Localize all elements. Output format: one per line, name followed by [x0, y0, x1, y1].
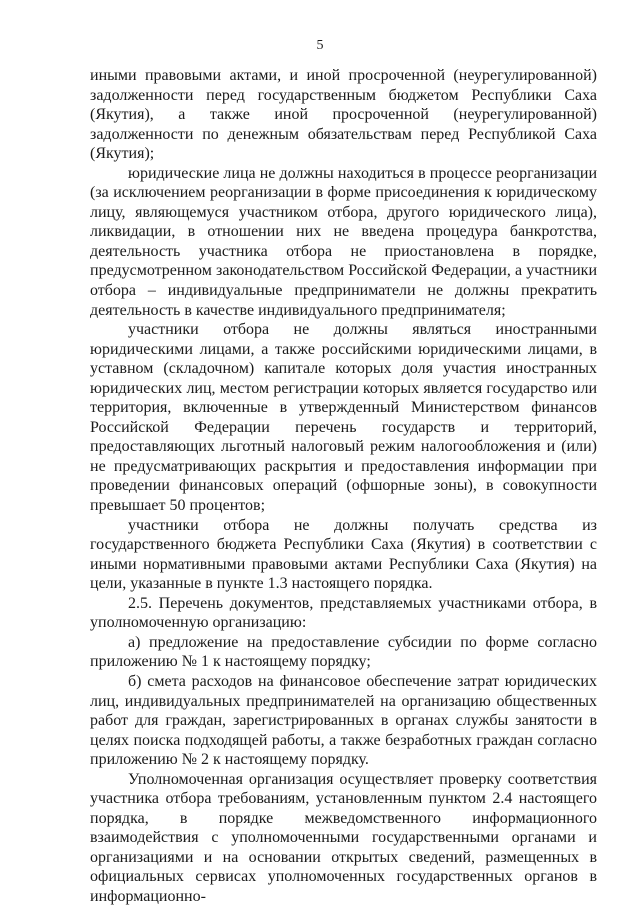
page-number: 5	[316, 38, 324, 53]
document-body	[90, 66, 597, 907]
paragraph-budget-funds: участники отбора не должны получать средства из государственного бюджета Республики Саха (Якутия) в соответствии с иными нормативными правовыми актами Республики Саха (Якутия) на цели, указанные в пункте 1.3 настоящего порядка.	[90, 516, 597, 593]
paragraph-documents-list: 2.5. Перечень документов, представляемых участниками отбора, в уполномоченную организацию:	[90, 594, 597, 632]
paragraph-verification: Уполномоченная организация осуществляет проверку соответствия участника отбора требованиям, установленным пунктом 2.4 настоящего порядка, в порядке межведомственного информационного взаимодействия с уполномоченными государственными органами и организациями и на основании открытых сведений, размещенных в официальных сервисах уполномоченных государственных органов в информационно-	[90, 770, 597, 905]
paragraph-item-b: б) смета расходов на финансовое обеспечение затрат юридических лиц, индивидуальных предпринимателей на организацию общественных работ для граждан, зарегистрированных в органах службы занятости в целях поиска подходящей работы, а также безработных граждан согласно приложению № 2 к настоящему порядку.	[90, 672, 597, 769]
paragraph-foreign-entities: участники отбора не должны являться иностранными юридическими лицами, а также российскими юридическими лицами, в уставном (складочном) капитале которых доля участия иностранных юридических лиц, местом регистрации которых является государство или территория, включенные в утвержденный Министерством финансов Российской Федерации перечень государств и территорий, предоставляющих льготный налоговый режим налогообложения и (или) не предусматривающих раскрытия и предоставления информации при проведении финансовых операций (офшорные зоны), в совокупности превышает 50 процентов;	[90, 321, 597, 515]
paragraph-reorganization: юридические лица не должны находиться в процессе реорганизации (за исключением реорганизации в форме присоединения к юридическому лицу, являющемуся участником отбора, другого юридического лица), ликвидации, в отношении них не введена процедура банкротства, деятельность участника отбора не приостановлена в порядке, предусмотренном законодательством Российской Федерации, а участники отбора – индивидуальные предприниматели не должны прекратить деятельность в качестве индивидуального предпринимателя;	[90, 164, 597, 319]
paragraph-item-a: а) предложение на предоставление субсидии по форме согласно приложению № 1 к настоящему порядку;	[90, 633, 597, 671]
paragraph-debt-continuation: иными правовыми актами, и иной просроченной (неурегулированной) задолженности перед государственным бюджетом Республики Саха (Якутия), а также иной просроченной (неурегулированной) задолженности по денежным обязательствам перед Республикой Саха (Якутия);	[90, 67, 597, 163]
